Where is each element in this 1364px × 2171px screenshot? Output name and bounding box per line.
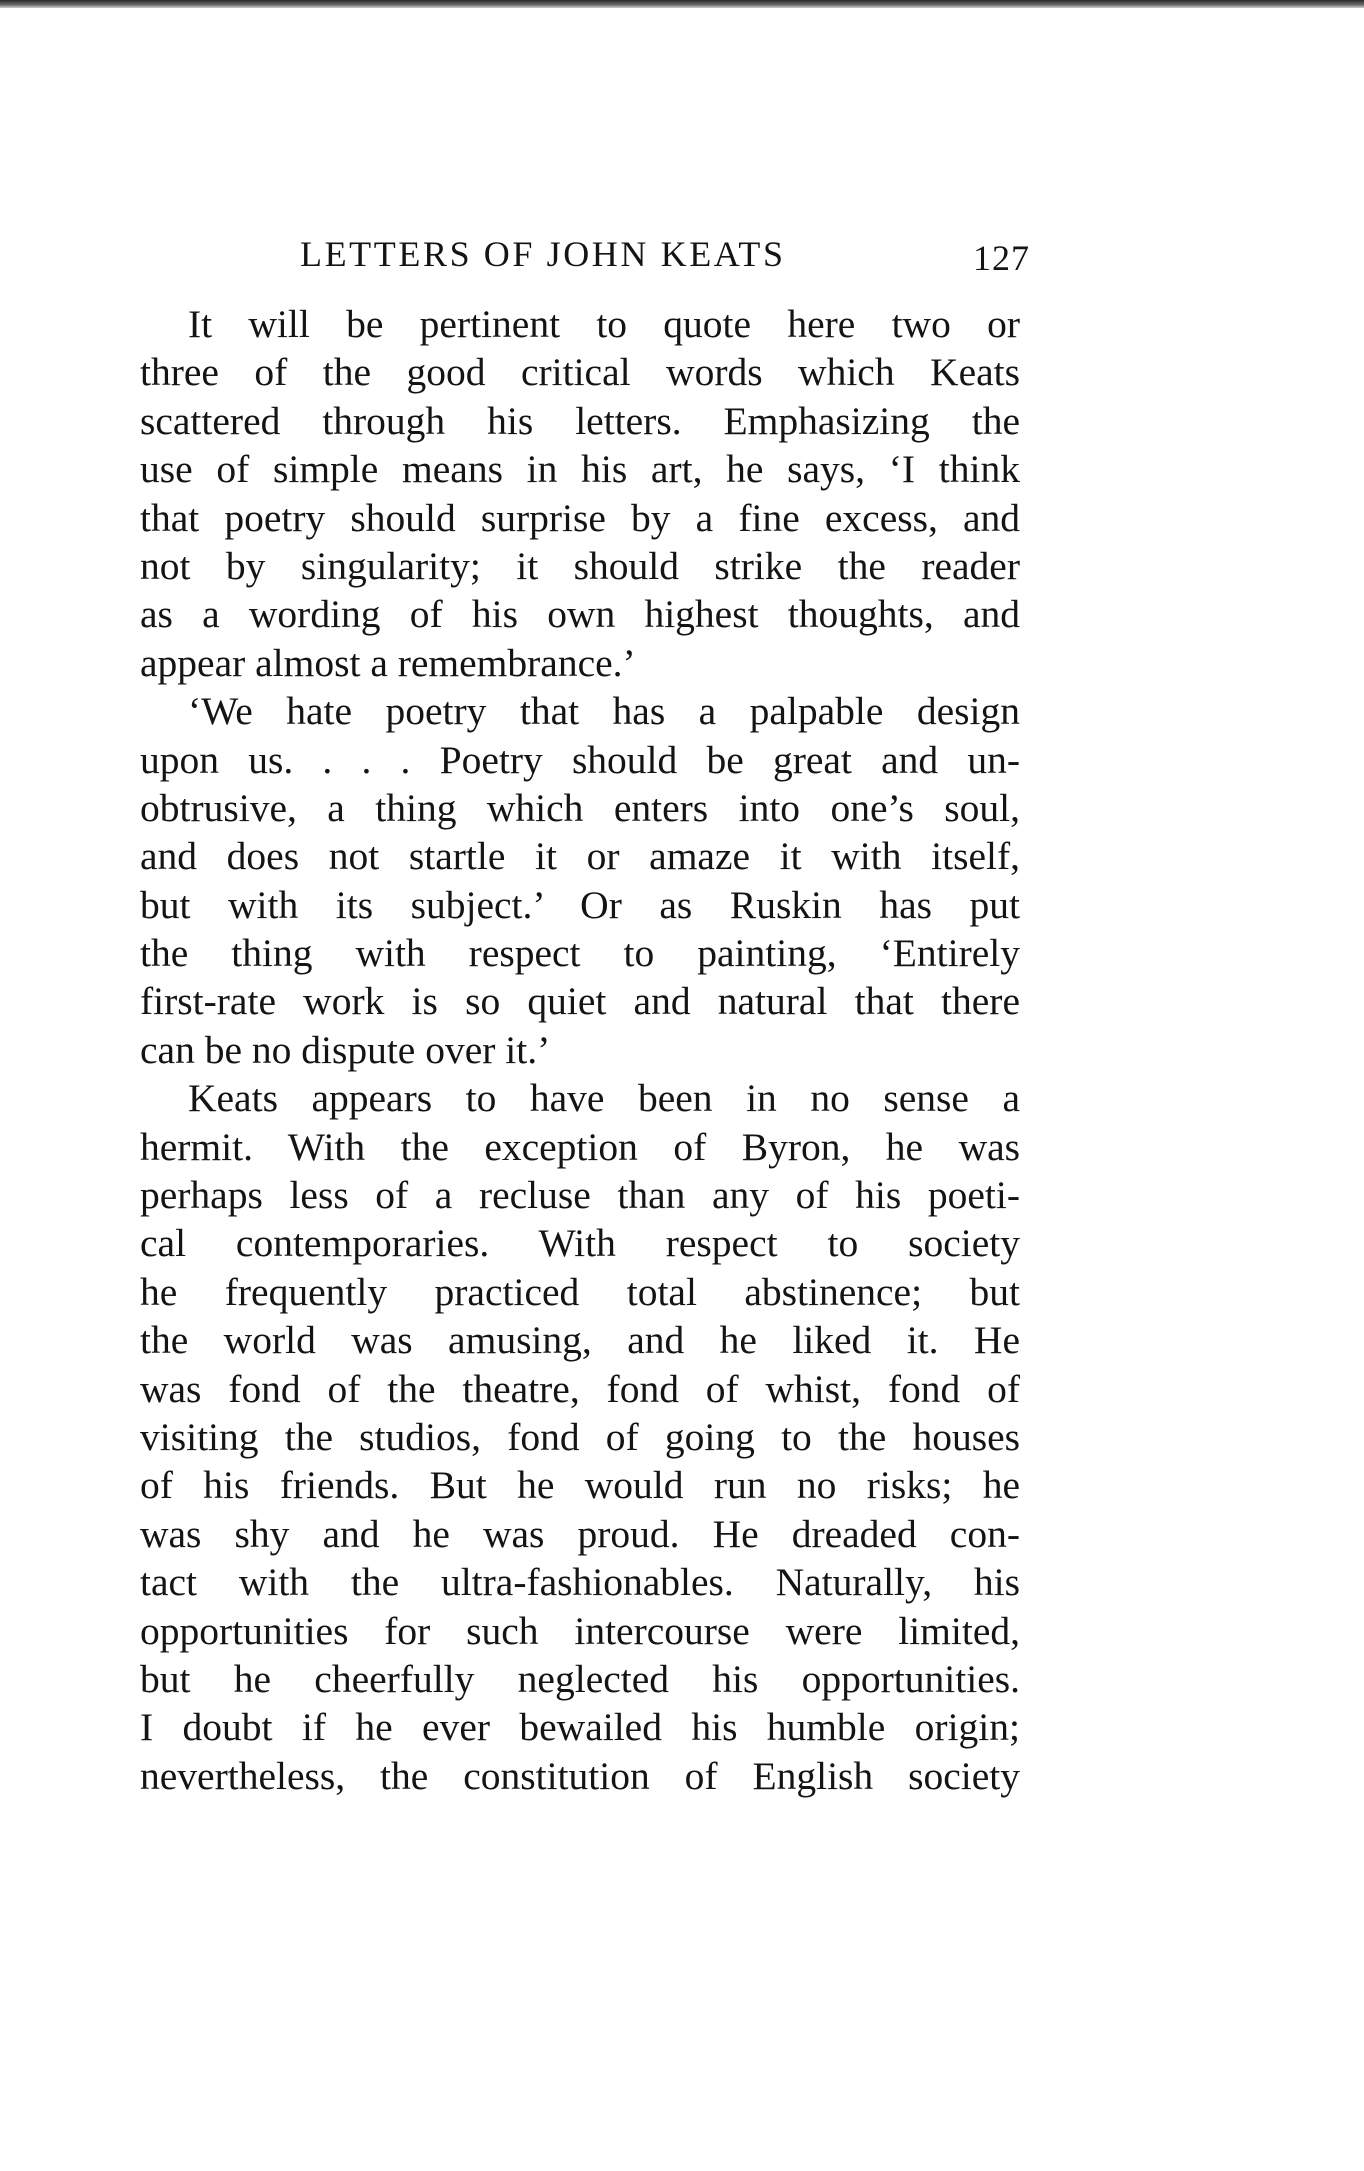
text-line: as a wording of his own highest thoughts, and (140, 592, 1020, 637)
text-line: and does not startle it or amaze it with itself, (140, 834, 1020, 879)
text-line: opportunities for such intercourse were limited, (140, 1608, 1020, 1653)
page-number: 127 (973, 238, 1030, 278)
text-line: upon us. . . . Poetry should be great and un- (140, 737, 1020, 782)
text-line: three of the good critical words which Keats (140, 350, 1020, 395)
text-line: Keats appears to have been in no sense a (188, 1076, 1020, 1121)
text-line: It will be pertinent to quote here two or (188, 302, 1020, 346)
text-line: but he cheerfully neglected his opportunities. (140, 1656, 1020, 1701)
text-line: hermit. With the exception of Byron, he was (140, 1124, 1020, 1169)
text-line: was fond of the theatre, fond of whist, fond of (140, 1366, 1020, 1411)
text-line: tact with the ultra-fashionables. Naturally, his (140, 1560, 1020, 1605)
text-line: I doubt if he ever bewailed his humble origin; (140, 1705, 1020, 1750)
text-line: of his friends. But he would run no risks; he (140, 1463, 1020, 1508)
text-line: perhaps less of a recluse than any of his poeti- (140, 1173, 1020, 1218)
text-line: the world was amusing, and he liked it. He (140, 1318, 1020, 1363)
running-head: LETTERS OF JOHN KEATS (300, 234, 786, 274)
text-line: nevertheless, the constitution of English society (140, 1753, 1020, 1798)
text-line: was shy and he was proud. He dreaded con- (140, 1511, 1020, 1556)
text-line: but with its subject.’ Or as Ruskin has put (140, 882, 1020, 927)
text-line: use of simple means in his art, he says, ‘I think (140, 447, 1020, 492)
text-line: not by singularity; it should strike the reader (140, 543, 1020, 588)
text-line: appear almost a remembrance.’ (140, 640, 636, 685)
text-line: visiting the studios, fond of going to the houses (140, 1414, 1020, 1459)
text-line: obtrusive, a thing which enters into one’s soul, (140, 785, 1020, 830)
text-line: scattered through his letters. Emphasizing the (140, 398, 1020, 443)
text-line: can be no dispute over it.’ (140, 1027, 551, 1072)
text-line: he frequently practiced total abstinence; but (140, 1269, 1020, 1314)
body-text (140, 300, 1020, 1800)
text-line: ‘We hate poetry that has a palpable design (188, 689, 1020, 734)
text-line: first-rate work is so quiet and natural that there (140, 979, 1020, 1024)
text-line: cal contemporaries. With respect to society (140, 1221, 1020, 1266)
text-line: the thing with respect to painting, ‘Entirely (140, 931, 1020, 976)
page-top-edge (0, 0, 1364, 8)
text-line: that poetry should surprise by a fine excess, and (140, 495, 1020, 540)
